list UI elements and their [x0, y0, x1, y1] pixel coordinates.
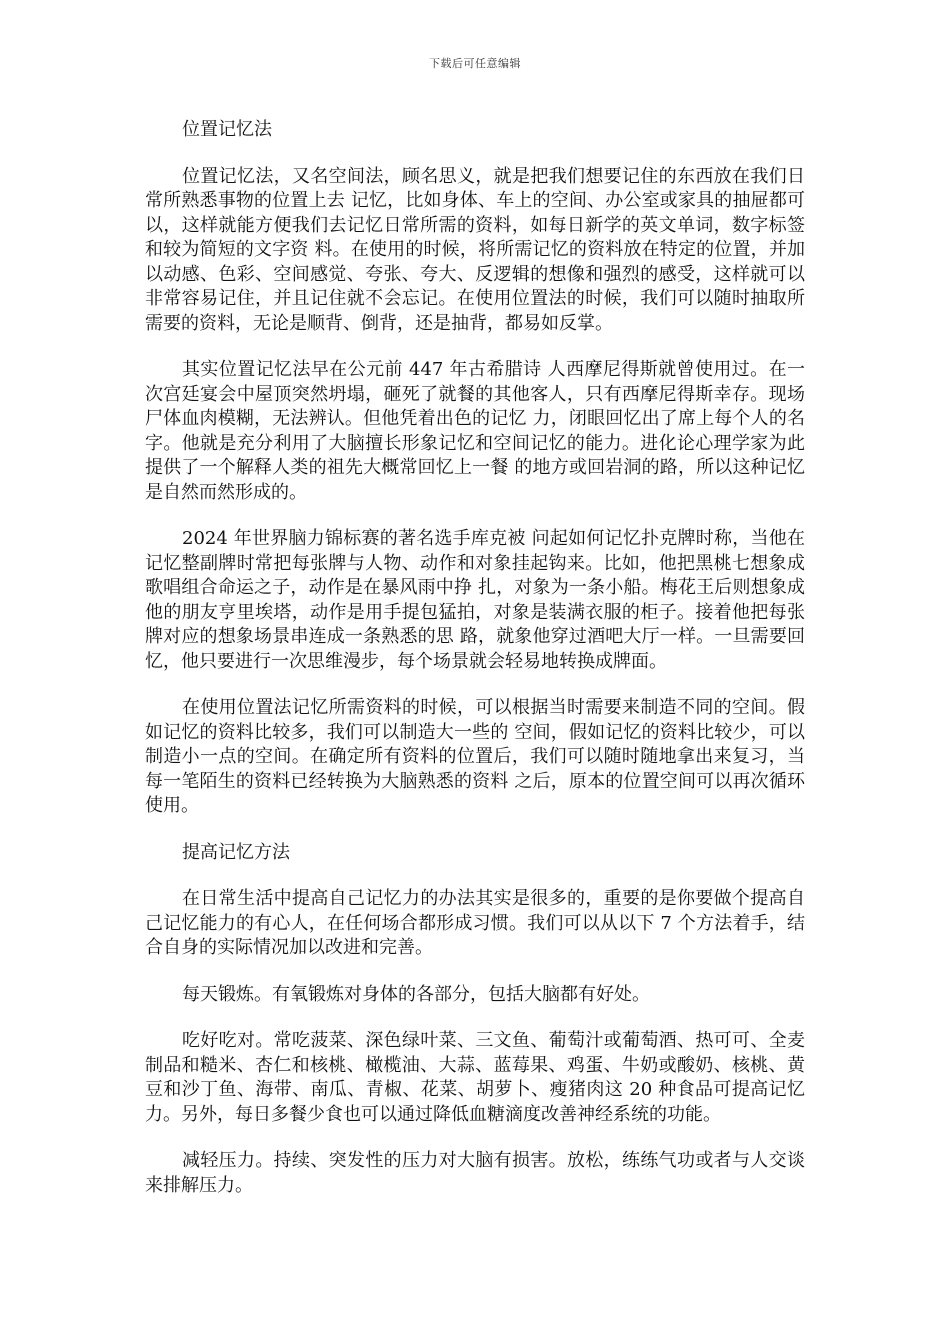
paragraph-6: 每天锻炼。有氧锻炼对身体的各部分，包括大脑都有好处。: [182, 983, 650, 1005]
paragraph-1: 位置记忆法，又名空间法，顾名思义，就是把我们想要记住的东西放在我们日常所熟悉事物的位置上去 记忆，比如身体、车上的空间、办公室或家具的抽屉都可以，这样就能方便我们去记忆日常所需的资料，如每日新学的英文单词，数字标签和较为简短的文字资 料。在使用的时候，将所需记忆的资料放在特定的位置，并加以动感、色彩、空间感觉、夸张、夸大、反逻辑的想像和强烈的感受，这样就可以非常容易记住，并且记住就不会忘记。在使用位置法的时候，我们可以随时抽取所需要的资料，无论是顺背、倒背，还是抽背，都易如反掌。: [145, 165, 805, 334]
section-heading-improve-memory: 提高记忆方法: [182, 841, 290, 863]
paragraph-5: 在日常生活中提高自己记忆力的办法其实是很多的，重要的是你要做个提高自己记忆能力的有心人，在任何场合都形成习惯。我们可以从以下 7 个方法着手，结合自身的实际情况加以改进和完善。: [145, 888, 805, 958]
section-heading-location-memory: 位置记忆法: [182, 119, 272, 140]
paragraph-7: 吃好吃对。常吃菠菜、深色绿叶菜、三文鱼、葡萄汁或葡萄酒、热可可、全麦制品和糙米、杏仁和核桃、橄榄油、大蒜、蓝莓果、鸡蛋、牛奶或酸奶、核桃、黄豆和沙丁鱼、海带、南瓜、青椒、花菜、胡萝卜、瘦猪肉这 20 种食品可提高记忆力。另外，每日多餐少食也可以通过降低血糖滴度改善神经系统的功能。: [145, 1030, 805, 1125]
document-body: [145, 118, 805, 1220]
paragraph-3: 2024 年世界脑力锦标赛的著名选手库克被 问起如何记忆扑克牌时称，当他在记忆整副牌时常把每张牌与人物、动作和对象挂起钩来。比如，他把黑桃七想象成歌唱组合命运之子，动作是在暴风雨中挣 扎，对象为一条小船。梅花王后则想象成他的朋友亨里埃塔，动作是用手提包猛拍，对象是装满衣服的柜子。接着他把每张牌对应的想象场景串连成一条熟悉的思 路，就象他穿过酒吧大厅一样。一旦需要回忆，他只要进行一次思维漫步，每个场景就会轻易地转换成牌面。: [145, 528, 805, 672]
paragraph-2: 其实位置记忆法早在公元前 447 年古希腊诗 人西摩尼得斯就曾使用过。在一次宫廷宴会中屋顶突然坍塌，砸死了就餐的其他客人，只有西摩尼得斯幸存。现场尸体血肉模糊，无法辨认。但他凭着出色的记忆 力，闭眼回忆出了席上每个人的名字。他就是充分利用了大脑擅长形象记忆和空间记忆的能力。进化论心理学家为此提供了一个解释人类的祖先大概常回忆上一餐 的地方或回岩洞的路，所以这种记忆是自然而然形成的。: [145, 359, 805, 503]
paragraph-4: 在使用位置法记忆所需资料的时候，可以根据当时需要来制造不同的空间。假如记忆的资料比较多，我们可以制造大一些的 空间，假如记忆的资料比较少，可以制造小一点的空间。在确定所有资料的位置后，我们可以随时随地拿出来复习，当每一笔陌生的资料已经转换为大脑熟悉的资料 之后，原本的位置空间可以再次循环使用。: [145, 697, 805, 816]
page-header-note: 下载后可任意编辑: [429, 57, 521, 70]
paragraph-8: 减轻压力。持续、突发性的压力对大脑有损害。放松，练练气功或者与人交谈来排解压力。: [145, 1150, 805, 1196]
